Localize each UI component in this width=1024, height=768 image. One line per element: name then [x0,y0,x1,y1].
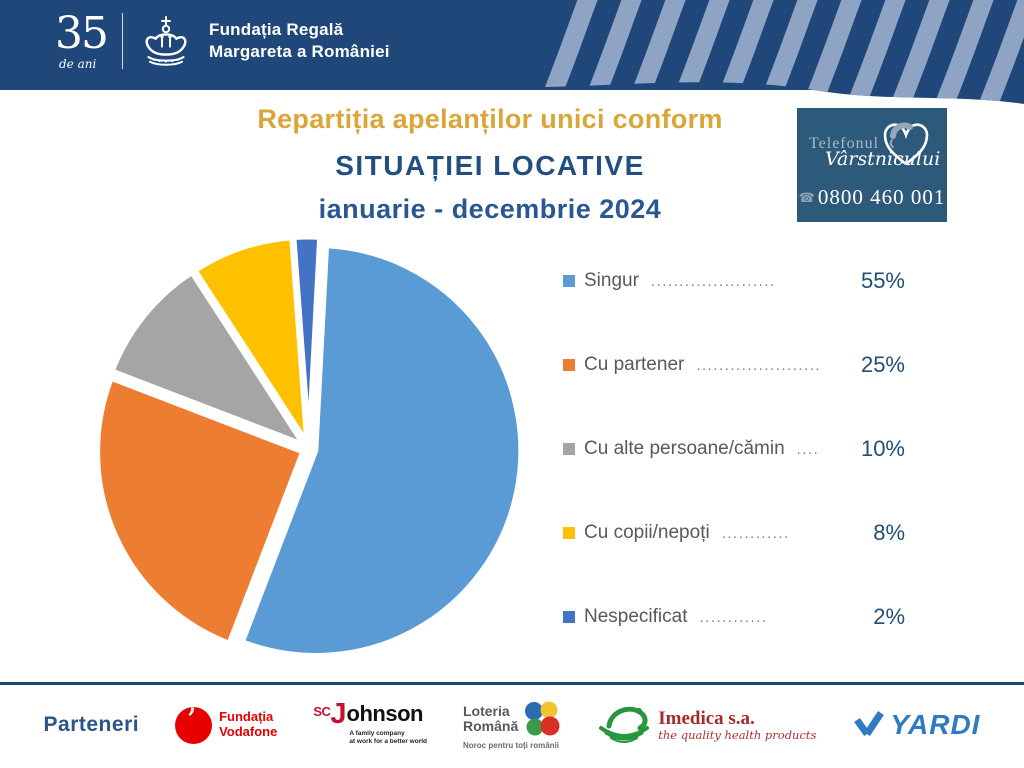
legend-swatch-cu-alte-persoane [563,443,575,455]
chart-title-line3: ianuarie - decembrie 2024 [318,194,662,224]
anniversary-caption: de ani [59,57,97,71]
org-name-line1: Fundația Regală [209,19,344,39]
footer-divider [0,682,1024,685]
legend-row-cu-partener [563,352,905,378]
imedica-name: Imedica s.a. [658,707,755,729]
helpline-brand-line2: Vârstnicului [825,148,941,170]
legend-value: 25% [860,352,905,377]
org-name-line2: Margareta a României [209,42,390,61]
legend-value: 10% [860,436,905,461]
helpline-brand-line1: Telefonul [809,135,880,152]
loteria-name [463,704,518,733]
partners-bar [0,694,1024,756]
helpline-phone-row [797,185,947,210]
yardi-name: YARDI [890,709,981,740]
scjohnson-sc: SC [313,704,331,720]
partner-vodafone-logo [175,700,278,744]
header [0,0,1024,90]
legend-value: 55% [860,268,905,293]
legend-swatch-nespecificat [563,611,575,623]
scjohnson-tagline1: A family company [349,730,405,738]
yardi-check-icon [852,711,886,739]
legend-value: 2% [873,604,905,629]
legend-swatch-cu-partener [563,359,575,371]
phone-receiver-icon: ☎ [798,190,815,205]
vodafone-text-line1: Fundația [219,709,274,725]
anniversary-35-mark [55,8,107,71]
legend-leader: .... [796,440,820,458]
loteria-name-line2: Română [463,717,519,734]
logo-divider [122,13,123,69]
crown-icon [138,14,194,68]
chart-title-line2: SITUAȚIEI LOCATIVE [335,150,645,181]
scjohnson-rest: ohnson [346,701,423,727]
partner-loteria-logo [463,701,560,750]
loteria-circles-icon [522,701,560,737]
partners-label: Parteneri [43,713,140,736]
org-name [209,19,390,63]
legend-label: Singur [584,270,639,291]
chart-title-block [60,104,920,225]
legend-leader: ...................... [650,272,776,290]
legend-leader: ...................... [696,356,822,374]
partner-scjohnson-logo [313,698,427,746]
foundation-logo [55,8,390,71]
legend-label: Cu alte persoane/cămin [584,438,785,459]
imedica-tagline: the quality health products [658,727,817,742]
imedica-swan-icon [596,702,652,748]
vodafone-icon: ’ [175,707,212,744]
legend-label: Cu copii/nepoți [584,522,710,543]
partner-yardi-logo [852,709,980,741]
helpline-badge [797,108,947,222]
legend-row-singur [563,268,905,294]
loteria-tagline: Noroc pentru toți românii [463,740,559,750]
legend-value: 8% [873,520,905,545]
scjohnson-tagline2: at work for a better world [349,738,427,745]
legend-leader: ............ [721,524,790,542]
legend-row-nespecificat [563,604,905,630]
helpline-brand [809,136,940,169]
legend-leader: ............ [699,608,768,626]
anniversary-number: 35 [55,8,107,59]
vodafone-text-line2: Vodafone [219,724,278,739]
legend-row-cu-alte-persoane [563,436,905,462]
scjohnson-j: J [330,698,347,731]
helpline-phone-number: 0800 460 001 [817,185,946,209]
loteria-name-line1: Loteria [463,702,510,719]
corner-stripes-decoration [524,0,1024,112]
chart-title-line1: Repartiția apelanților unici conform [257,104,723,134]
legend-label: Cu partener [584,354,685,375]
chart-legend [563,260,905,650]
legend-row-cu-copii [563,520,905,546]
legend-swatch-singur [563,275,575,287]
pie-chart [84,228,534,670]
legend-swatch-cu-copii [563,527,575,539]
vodafone-text [219,710,277,740]
legend-label: Nespecificat [584,606,688,627]
scjohnson-tagline [349,730,427,746]
partner-imedica-logo [596,702,816,748]
